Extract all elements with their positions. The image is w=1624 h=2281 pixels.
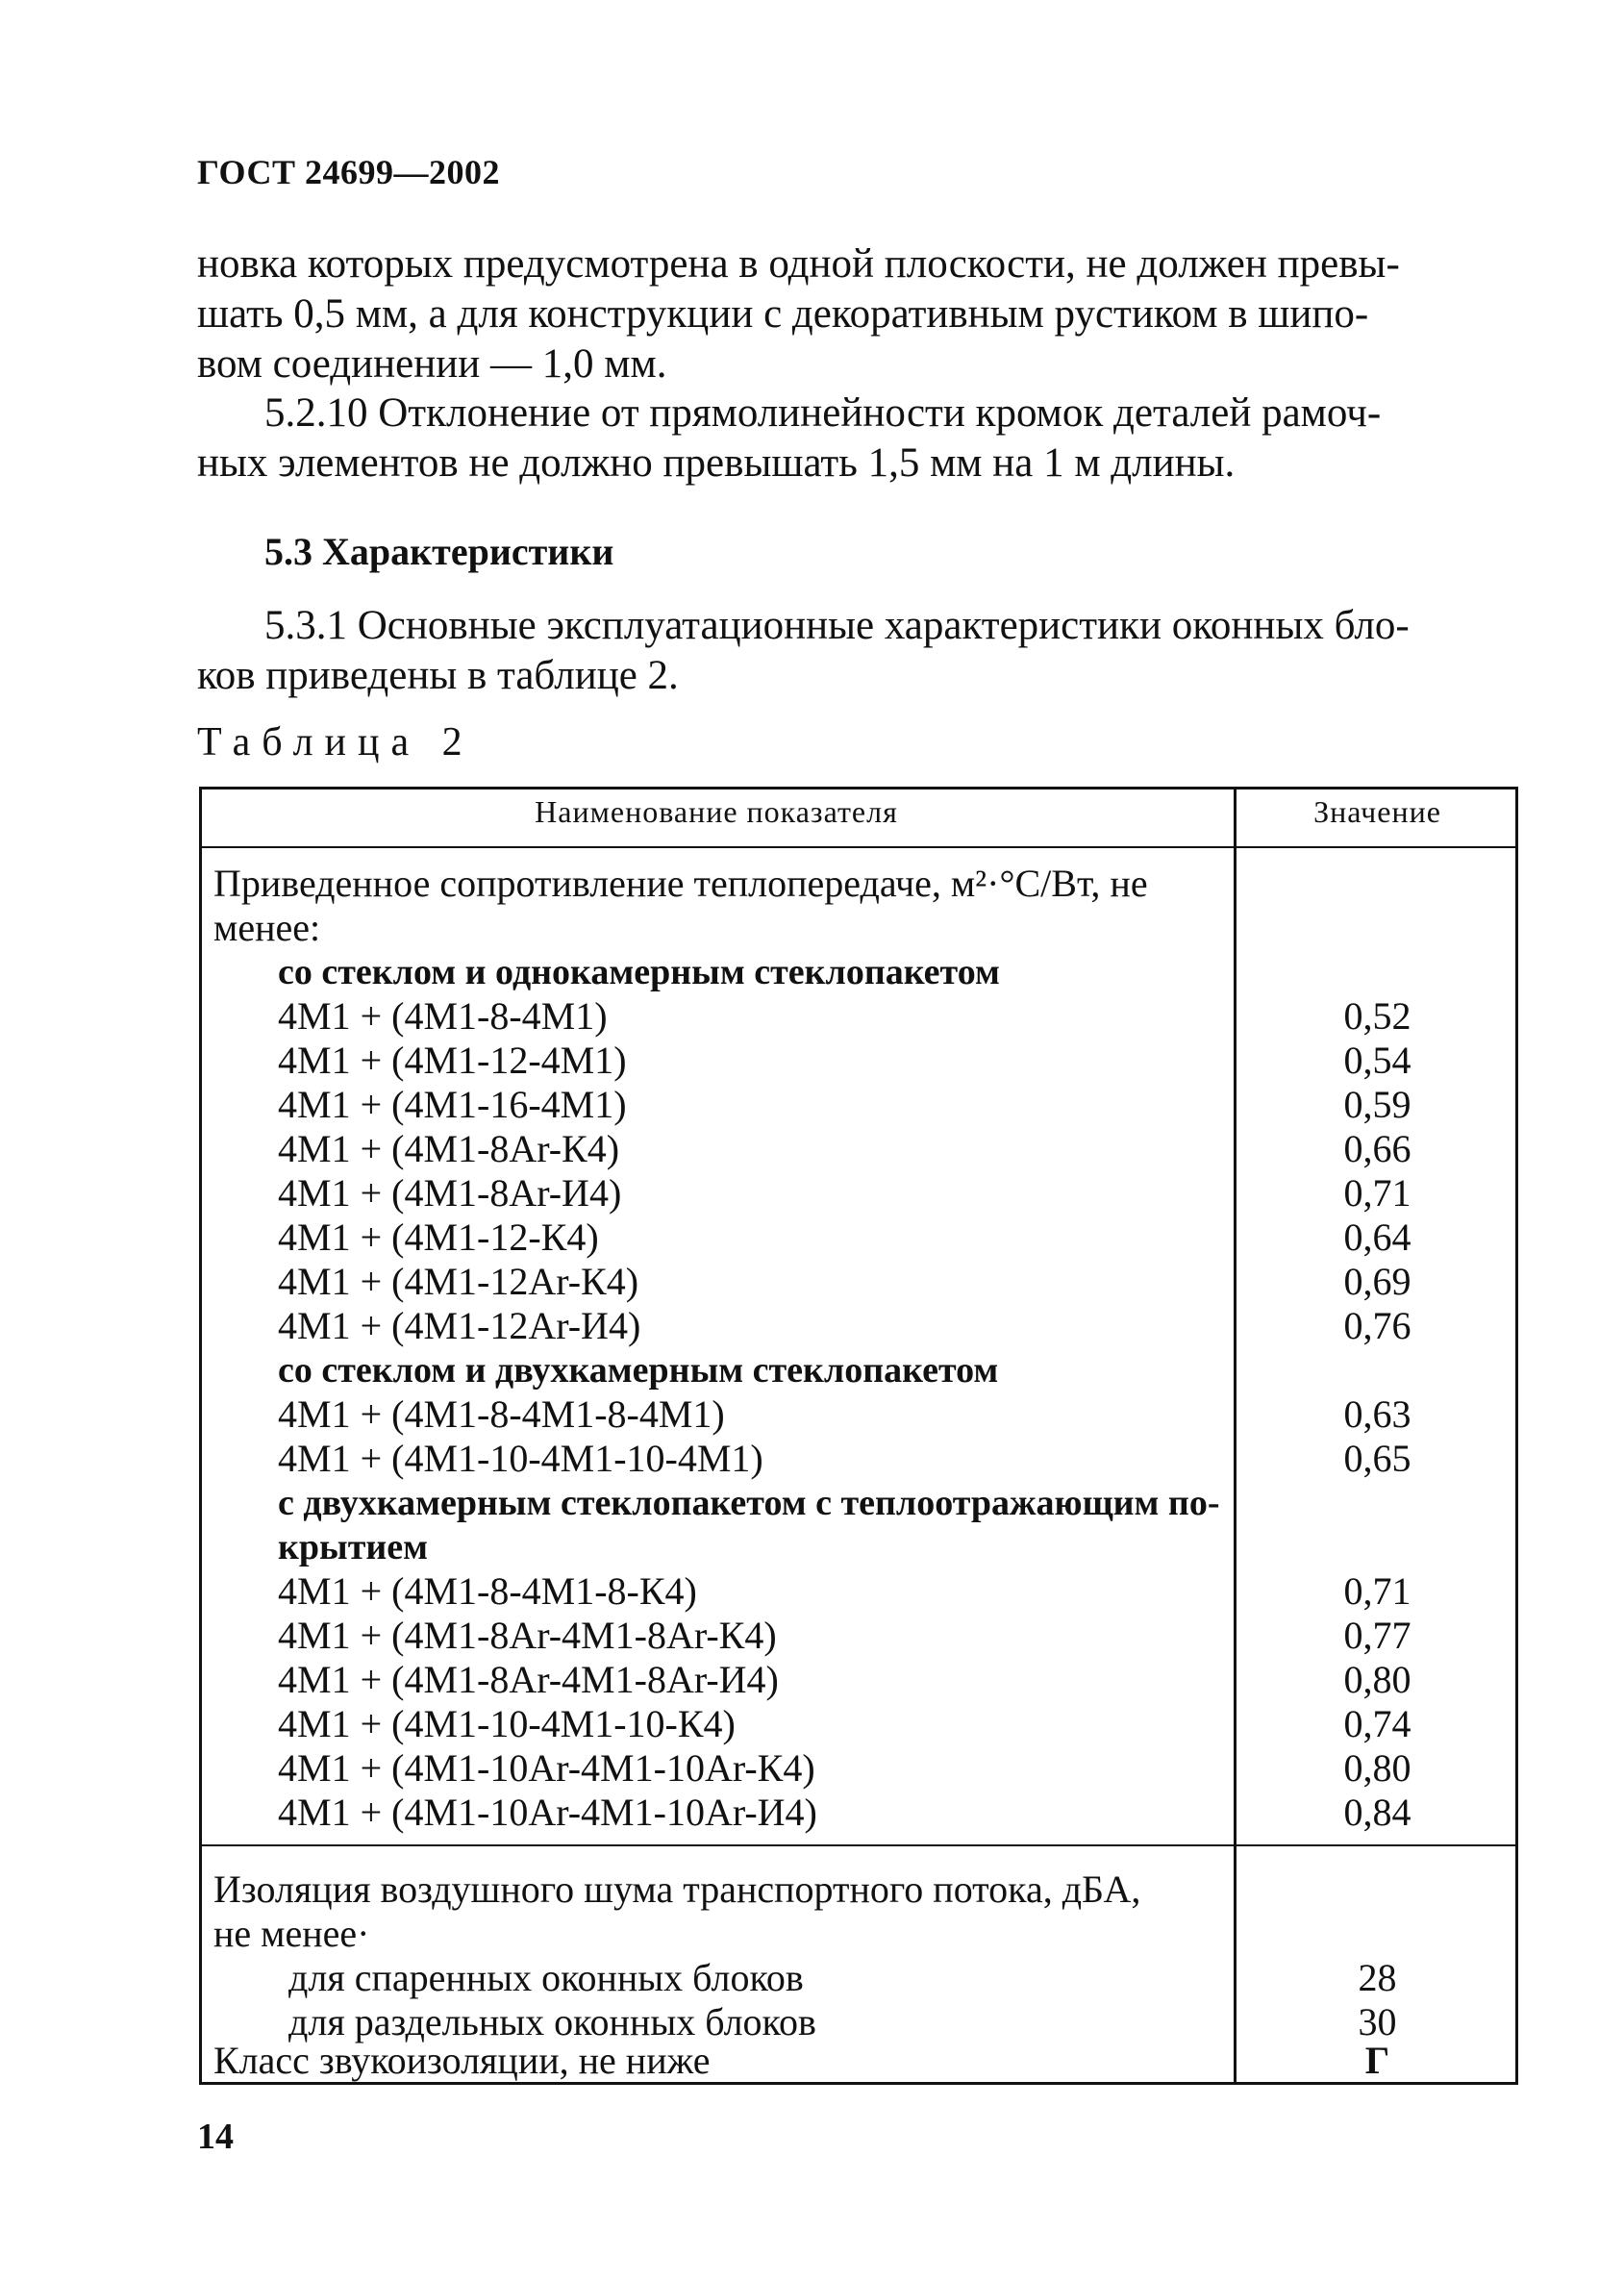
text-line: новка которых предусмотрена в одной плоскости, не должен превы- (197, 241, 1400, 287)
noise-title-cont: не менее· (213, 1912, 370, 1955)
table-header-divider (199, 846, 1518, 848)
table-row-value: 0,71 (1343, 1569, 1412, 1613)
text-line: ков приведены в таблице 2. (197, 653, 679, 698)
table-row-value: 0,54 (1343, 1039, 1412, 1082)
table-row-value: 28 (1358, 1956, 1397, 1999)
table-header-value: Значение (1313, 794, 1441, 829)
table-caption: Таблица 2 (197, 720, 474, 765)
table-row-name: для раздельных оконных блоков (288, 2000, 816, 2043)
table-row-name: 4М1 + (4М1-12Аr-И4) (278, 1304, 641, 1347)
table-row-value: 0,69 (1343, 1260, 1412, 1303)
table-row-value: 0,65 (1343, 1437, 1412, 1480)
group-heading: со стеклом и двухкамерным стеклопакетом (278, 1350, 999, 1391)
text-line: вом соединении — 1,0 мм. (197, 341, 667, 387)
table-row-value: 0,59 (1343, 1083, 1412, 1126)
paragraph-5-2-10 (197, 389, 1512, 489)
table-row-name: 4М1 + (4М1-8Аr-4М1-8Аr-К4) (278, 1614, 777, 1657)
group-heading: со стеклом и однокамерным стеклопакетом (278, 952, 1000, 992)
table-row-name: 4М1 + (4М1-8Аr-4М1-8Аr-И4) (278, 1658, 779, 1701)
table-section-divider (199, 1844, 1518, 1846)
table-row-value: 0,66 (1343, 1127, 1412, 1170)
table-row-name: 4М1 + (4М1-8Аr-И4) (278, 1171, 622, 1215)
table-row-value: 0,71 (1343, 1171, 1412, 1215)
table-row-value: 0,76 (1343, 1304, 1412, 1347)
group-heading: с двухкамерным стеклопакетом с теплоотражающим по- (278, 1483, 1220, 1523)
heat-title-cont: менее: (213, 906, 321, 949)
table-row-name: 4М1 + (4М1-8Аr-К4) (278, 1127, 620, 1170)
table-row-name: 4М1 + (4М1-8-4М1-8-4М1) (278, 1392, 725, 1436)
group-heading-cont: крытием (278, 1527, 429, 1567)
table-row-name: 4М1 + (4М1-8-4М1) (278, 994, 608, 1038)
paragraph-continuation (197, 239, 1512, 389)
page-number: 14 (197, 2117, 234, 2157)
table-row-name: 4М1 + (4М1-8-4М1-8-К4) (278, 1569, 697, 1613)
text-line: ных элементов не должно превышать 1,5 мм на 1 м длины. (197, 440, 1236, 486)
table-row-value: 30 (1358, 2000, 1397, 2043)
section-title: 5.3 Характеристики (264, 530, 614, 573)
table-row-name: 4М1 + (4М1-10Аr-4М1-10Аr-К4) (278, 1746, 815, 1790)
text-line: шать 0,5 мм, а для конструкции с декоративным рустиком в шипо- (197, 291, 1369, 337)
table-row-value: 0,52 (1343, 994, 1412, 1038)
table-row-name: для спаренных оконных блоков (288, 1956, 804, 1999)
table-row-value: 0,63 (1343, 1392, 1412, 1436)
table-row-name: 4М1 + (4М1-16-4М1) (278, 1083, 627, 1126)
table-row-value: 0,84 (1343, 1791, 1412, 1834)
table-row-name: 4М1 + (4М1-10-4М1-10-К4) (278, 1702, 736, 1745)
document-header: ГОСТ 24699—2002 (197, 153, 500, 191)
table-row-name: 4М1 + (4М1-10-4М1-10-4М1) (278, 1437, 763, 1480)
table-row-name: 4М1 + (4М1-12-4М1) (278, 1039, 627, 1082)
sound-class-label: Класс звукоизоляции, не ниже (213, 2039, 711, 2082)
table-row-name: 4М1 + (4М1-12-К4) (278, 1216, 599, 1259)
table-row-value: 0,80 (1343, 1658, 1412, 1701)
heat-title: Приведенное сопротивление теплопередаче, м²·°С/Вт, не (213, 862, 1148, 905)
table-row-value: 0,74 (1343, 1702, 1412, 1745)
table-row-name: 4М1 + (4М1-12Аr-К4) (278, 1260, 639, 1303)
table-row-value: 0,80 (1343, 1746, 1412, 1790)
table-row-value: 0,77 (1343, 1614, 1412, 1657)
noise-title: Изоляция воздушного шума транспортного потока, дБА, (213, 1867, 1141, 1911)
text-line: 5.3.1 Основные эксплуатационные характеристики оконных бло- (264, 603, 1410, 648)
text-line: 5.2.10 Отклонение от прямолинейности кромок деталей рамоч- (264, 390, 1382, 436)
table-row-name: 4М1 + (4М1-10Аr-4М1-10Аr-И4) (278, 1791, 817, 1834)
table-row-value: 0,64 (1343, 1216, 1412, 1259)
sound-class-value: Г (1364, 2039, 1390, 2082)
table-header-name: Наименование показателя (535, 794, 898, 829)
paragraph-5-3-1 (197, 601, 1512, 701)
